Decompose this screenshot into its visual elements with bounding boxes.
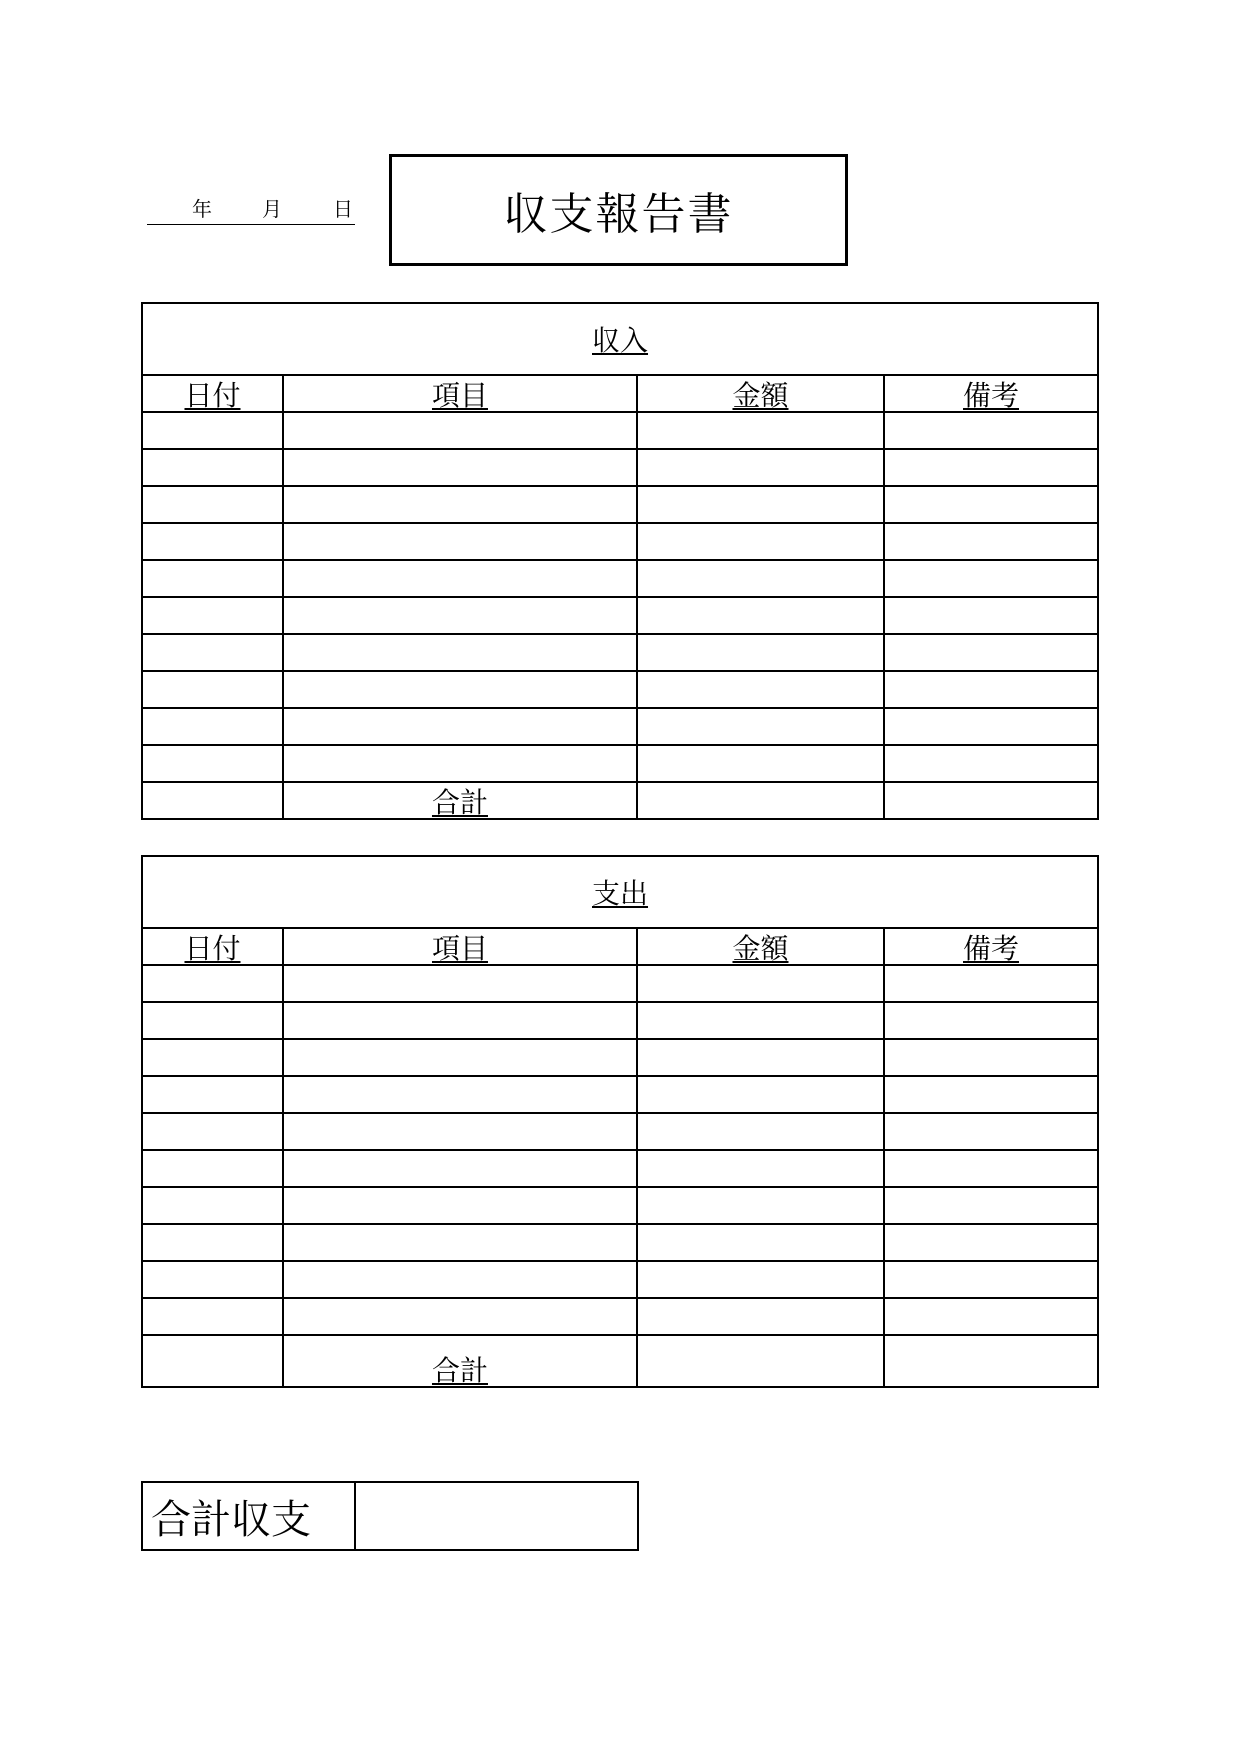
table-cell[interactable] — [142, 523, 283, 560]
col-amount-header: 金額 — [637, 375, 884, 412]
table-cell[interactable] — [884, 745, 1098, 782]
table-cell[interactable] — [637, 1002, 884, 1039]
table-cell[interactable] — [637, 449, 884, 486]
table-cell[interactable] — [142, 671, 283, 708]
table-row — [142, 745, 1098, 782]
col-note-header: 備考 — [884, 928, 1098, 965]
table-cell[interactable] — [283, 523, 637, 560]
table-cell[interactable] — [283, 597, 637, 634]
table-cell[interactable] — [637, 708, 884, 745]
table-cell[interactable] — [884, 486, 1098, 523]
expense-total-row — [142, 1335, 1098, 1387]
grand-total-value[interactable] — [356, 1483, 637, 1549]
table-cell[interactable] — [142, 560, 283, 597]
table-cell[interactable] — [637, 560, 884, 597]
col-note-header: 備考 — [884, 375, 1098, 412]
table-cell[interactable] — [283, 1039, 637, 1076]
table-cell[interactable] — [283, 745, 637, 782]
table-cell[interactable] — [637, 486, 884, 523]
income-header-row — [142, 375, 1098, 412]
table-cell[interactable] — [142, 1335, 283, 1387]
table-cell[interactable] — [637, 671, 884, 708]
table-cell[interactable] — [637, 597, 884, 634]
table-row — [142, 1261, 1098, 1298]
table-cell[interactable] — [884, 1224, 1098, 1261]
table-row — [142, 1002, 1098, 1039]
table-cell[interactable] — [142, 745, 283, 782]
table-row — [142, 1039, 1098, 1076]
table-cell[interactable] — [884, 597, 1098, 634]
table-cell[interactable] — [884, 634, 1098, 671]
table-cell[interactable] — [142, 1261, 283, 1298]
table-cell[interactable] — [884, 1298, 1098, 1335]
table-row — [142, 486, 1098, 523]
table-cell[interactable] — [142, 1113, 283, 1150]
table-row — [142, 1224, 1098, 1261]
grand-total-label: 合計収支 — [143, 1483, 356, 1549]
table-cell[interactable] — [142, 634, 283, 671]
table-cell[interactable] — [142, 708, 283, 745]
table-cell[interactable] — [283, 449, 637, 486]
table-cell[interactable] — [283, 1113, 637, 1150]
table-row — [142, 708, 1098, 745]
col-item-header: 項目 — [283, 375, 637, 412]
table-cell[interactable] — [283, 1150, 637, 1187]
table-row — [142, 1076, 1098, 1113]
table-cell[interactable] — [637, 1187, 884, 1224]
table-cell[interactable] — [884, 1076, 1098, 1113]
table-cell[interactable] — [884, 671, 1098, 708]
col-date-header: 日付 — [142, 375, 283, 412]
table-cell[interactable] — [637, 1039, 884, 1076]
table-cell[interactable] — [142, 1187, 283, 1224]
table-cell[interactable] — [884, 1113, 1098, 1150]
table-row — [142, 1187, 1098, 1224]
table-cell[interactable] — [637, 1076, 884, 1113]
table-cell[interactable] — [142, 449, 283, 486]
table-cell[interactable] — [637, 1113, 884, 1150]
table-row — [142, 671, 1098, 708]
table-cell[interactable] — [637, 1224, 884, 1261]
table-cell[interactable] — [884, 1150, 1098, 1187]
table-cell[interactable] — [283, 412, 637, 449]
table-cell[interactable] — [142, 1150, 283, 1187]
table-row — [142, 965, 1098, 1002]
table-cell[interactable] — [142, 412, 283, 449]
table-cell[interactable] — [142, 1002, 283, 1039]
table-cell[interactable] — [637, 1298, 884, 1335]
table-cell[interactable] — [884, 560, 1098, 597]
table-row — [142, 523, 1098, 560]
table-cell[interactable] — [142, 1039, 283, 1076]
table-cell[interactable] — [283, 486, 637, 523]
table-row — [142, 560, 1098, 597]
table-cell[interactable] — [637, 965, 884, 1002]
date-month-label: 月 — [262, 197, 282, 221]
col-amount-header: 金額 — [637, 928, 884, 965]
date-day-label: 日 — [333, 197, 353, 221]
table-cell[interactable] — [142, 597, 283, 634]
table-cell[interactable] — [637, 745, 884, 782]
table-cell[interactable] — [283, 708, 637, 745]
col-date-header: 日付 — [142, 928, 283, 965]
table-cell[interactable] — [142, 1298, 283, 1335]
table-cell[interactable] — [884, 1002, 1098, 1039]
expense-section-title: 支出 — [142, 856, 1098, 928]
income-table — [141, 302, 1099, 820]
table-cell[interactable] — [283, 1076, 637, 1113]
table-row — [142, 412, 1098, 449]
table-cell[interactable] — [884, 1039, 1098, 1076]
income-total-label: 合計 — [283, 782, 637, 819]
table-cell[interactable] — [637, 1150, 884, 1187]
table-cell[interactable] — [142, 782, 283, 819]
table-row — [142, 449, 1098, 486]
table-cell[interactable] — [884, 1335, 1098, 1387]
grand-total-box — [141, 1481, 639, 1551]
table-cell[interactable] — [884, 782, 1098, 819]
table-cell[interactable] — [283, 1298, 637, 1335]
income-section-title: 収入 — [142, 303, 1098, 375]
table-cell[interactable] — [283, 1002, 637, 1039]
table-cell[interactable] — [884, 523, 1098, 560]
table-cell[interactable] — [884, 412, 1098, 449]
expense-total-amount[interactable] — [637, 1335, 884, 1387]
table-cell[interactable] — [283, 1224, 637, 1261]
expense-total-label: 合計 — [283, 1335, 637, 1387]
table-cell[interactable] — [283, 1261, 637, 1298]
table-cell[interactable] — [142, 486, 283, 523]
table-cell[interactable] — [283, 965, 637, 1002]
table-cell[interactable] — [283, 1187, 637, 1224]
table-row — [142, 1150, 1098, 1187]
table-cell[interactable] — [142, 1224, 283, 1261]
table-cell[interactable] — [142, 965, 283, 1002]
table-cell[interactable] — [283, 560, 637, 597]
expense-header-row — [142, 928, 1098, 965]
table-cell[interactable] — [637, 634, 884, 671]
table-cell[interactable] — [637, 1261, 884, 1298]
table-row — [142, 1298, 1098, 1335]
table-cell[interactable] — [142, 1076, 283, 1113]
income-total-row — [142, 782, 1098, 819]
table-cell[interactable] — [884, 1187, 1098, 1224]
table-cell[interactable] — [884, 708, 1098, 745]
expense-table — [141, 855, 1099, 1388]
date-field[interactable] — [147, 192, 355, 225]
table-row — [142, 597, 1098, 634]
document-title: 収支報告書 — [389, 154, 848, 266]
table-cell[interactable] — [283, 671, 637, 708]
table-row — [142, 1113, 1098, 1150]
date-year-label: 年 — [192, 197, 212, 221]
table-row — [142, 634, 1098, 671]
table-cell[interactable] — [884, 1261, 1098, 1298]
income-total-amount[interactable] — [637, 782, 884, 819]
table-cell[interactable] — [884, 965, 1098, 1002]
table-cell[interactable] — [637, 523, 884, 560]
table-cell[interactable] — [283, 634, 637, 671]
table-cell[interactable] — [637, 412, 884, 449]
table-cell[interactable] — [884, 449, 1098, 486]
col-item-header: 項目 — [283, 928, 637, 965]
